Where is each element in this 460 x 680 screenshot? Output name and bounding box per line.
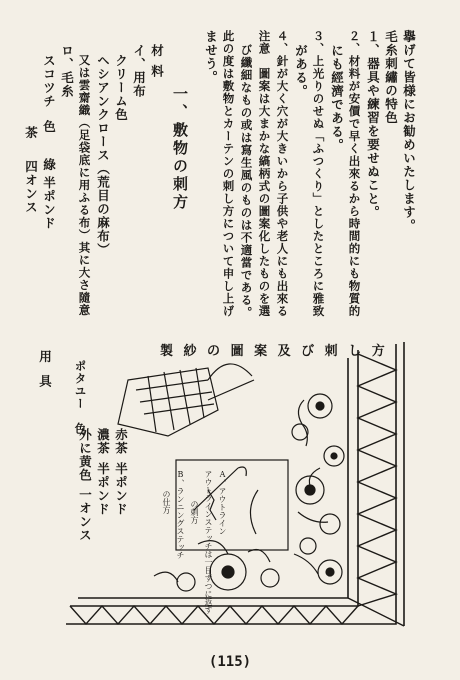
intro-line-1: 擧げて皆様にお勧めいたします。 — [401, 30, 417, 233]
yarn-title: ロ、毛糸 — [59, 44, 75, 98]
feature-2a: ２、材料が安價で早く出來るから時間的にも物質的 — [347, 30, 362, 318]
notice-a: 注意 圖案は大まかな縞柄式の圖案化したものを選 — [257, 30, 272, 318]
color-3-qty: 一オンス — [77, 488, 93, 542]
base-3: 又は雲齋織（足袋底に用ふる布）其に大さ隨意 — [77, 54, 92, 317]
note-b: B、ランニングステッチ — [176, 470, 185, 559]
color-2-name: 濃茶 — [95, 428, 111, 455]
page-number: (115) — [208, 654, 252, 670]
embroidery-pattern-figure — [58, 340, 430, 628]
yarn-1-q1: 四オンス — [23, 160, 39, 214]
notice-b: び纖細なもの或は寫生風のものは不適當である。 — [239, 44, 254, 319]
notice-d: ませう。 — [203, 30, 219, 84]
base-title: イ、用布 — [131, 44, 147, 98]
feature-4a: ４、針が大く穴が大きいから子供や老人にも出來る — [275, 30, 290, 318]
tools-label: 用具 — [37, 350, 53, 399]
base-1: クリーム色 — [113, 54, 129, 122]
color-2-qty: 半ポンド — [95, 462, 111, 516]
color-1-qty: 半ポンド — [113, 462, 129, 516]
yarn-1-q2: 半ポンド — [41, 176, 57, 230]
yarn-1-c2: 綠 — [41, 158, 57, 172]
feature-title: 毛糸刺繡の特色 — [383, 30, 399, 125]
yarn-1-name: スコツチ — [41, 54, 57, 108]
feature-3: ３、上光りのせぬ「ふつくり」としたところに雅致 — [311, 30, 326, 318]
yarn-label: ポタユー 色 — [73, 360, 88, 435]
feature-1: １、器具や練習を要せぬこと。 — [365, 30, 381, 219]
yarn-1-c1: 茶 — [23, 126, 39, 140]
figure-caption: 製 紗 の 圖 案 及 び 刺 し 方 — [160, 344, 388, 359]
color-3-name: 外に黄色 — [77, 428, 93, 482]
yarn-1-color: 色 — [41, 120, 57, 134]
notice-c: 此の度は敷物とカーテンの刺し方について申し上げ — [221, 30, 236, 318]
materials-title: 材料 — [149, 44, 165, 85]
feature-3b: がある。 — [293, 44, 309, 98]
feature-2b: にも經濟である。 — [329, 44, 345, 152]
note-a2: の刺方 — [190, 500, 199, 524]
note-b2: の仕方 — [162, 490, 171, 514]
note-a-detail: アウトラインステッチは一目ずつに返す — [204, 470, 213, 614]
base-2: ヘシアンクロース（荒目の麻布） — [95, 54, 111, 257]
note-a: A、アウトライン — [218, 470, 227, 535]
section-heading: 一、敷物の刺方 — [171, 86, 189, 212]
color-1-name: 赤茶 — [113, 428, 129, 455]
